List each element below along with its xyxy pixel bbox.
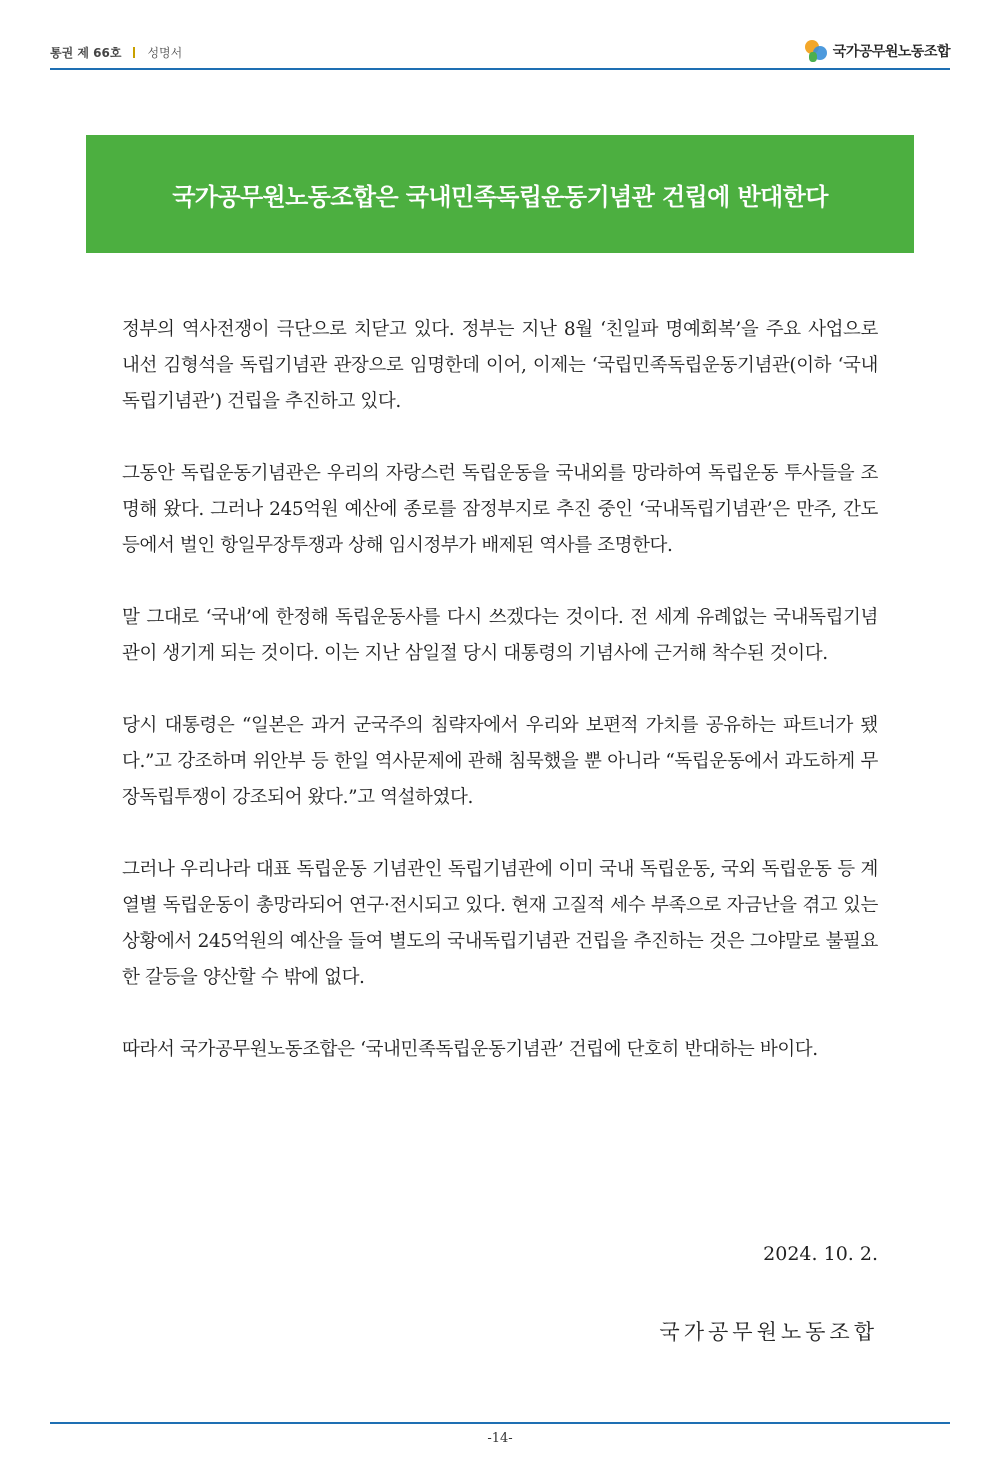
header-separator <box>133 47 135 58</box>
footer-rule <box>50 1422 950 1424</box>
paragraph: 그동안 독립운동기념관은 우리의 자랑스런 독립운동을 국내외를 망라하여 독립운동 투사들을 조명해 왔다. 그러나 245억원 예산에 종로를 잠정부지로 추진 중인 ‘국내독립기념관’은 만주, 간도 등에서 벌인 항일무장투쟁과 상해 임시정부가 배제된 역사를 조명한다. <box>122 463 878 556</box>
union-logo-icon <box>803 38 829 64</box>
page-number: -14- <box>487 1431 513 1446</box>
page-header <box>50 38 950 68</box>
header-org-name: 국가공무원노동조합 <box>832 44 950 60</box>
statement-title: 국가공무원노동조합은 국내민족독립운동기념관 건립에 반대한다 <box>172 182 828 211</box>
statement-signature: 국가공무원노동조합 <box>659 1320 878 1344</box>
paragraph: 정부의 역사전쟁이 극단으로 치닫고 있다. 정부는 지난 8월 ‘친일파 명예회복’을 주요 사업으로 내선 김형석을 독립기념관 관장으로 임명한데 이어, 이제는 ‘국립민족독립운동기념관(이하 ‘국내독립기념관’) 건립을 추진하고 있다. <box>122 319 878 412</box>
header-logo-group <box>803 38 950 64</box>
header-left <box>50 44 182 61</box>
paragraph: 따라서 국가공무원노동조합은 ‘국내민족독립운동기념관’ 건립에 단호히 반대하는 바이다. <box>122 1039 818 1060</box>
issue-number: 통권 제 66호 <box>50 46 122 60</box>
paragraph: 그러나 우리나라 대표 독립운동 기념관인 독립기념관에 이미 국내 독립운동, 국외 독립운동 등 계열별 독립운동이 총망라되어 연구·전시되고 있다. 현재 고질적 세수 부족으로 자금난을 겪고 있는 상황에서 245억원의 예산을 들여 별도의 국내독립기념관 건립을 추진하는 것은 그야말로 불필요한 갈등을 양산할 수 밖에 없다. <box>122 859 878 988</box>
statement-date: 2024. 10. 2. <box>763 1243 878 1265</box>
paragraph: 당시 대통령은 “일본은 과거 군국주의 침략자에서 우리와 보편적 가치를 공유하는 파트너가 됐다.”고 강조하며 위안부 등 한일 역사문제에 관해 침묵했을 뿐 아니라 “독립운동에서 과도하게 무장독립투쟁이 강조되어 왔다.”고 역설하였다. <box>122 715 878 808</box>
title-banner <box>86 135 914 253</box>
section-label: 성명서 <box>147 46 183 60</box>
statement-body <box>122 312 878 1104</box>
header-rule <box>50 68 950 70</box>
paragraph: 말 그대로 ‘국내’에 한정해 독립운동사를 다시 쓰겠다는 것이다. 전 세계 유례없는 국내독립기념관이 생기게 되는 것이다. 이는 지난 삼일절 당시 대통령의 기념사에 근거해 착수된 것이다. <box>122 607 878 664</box>
